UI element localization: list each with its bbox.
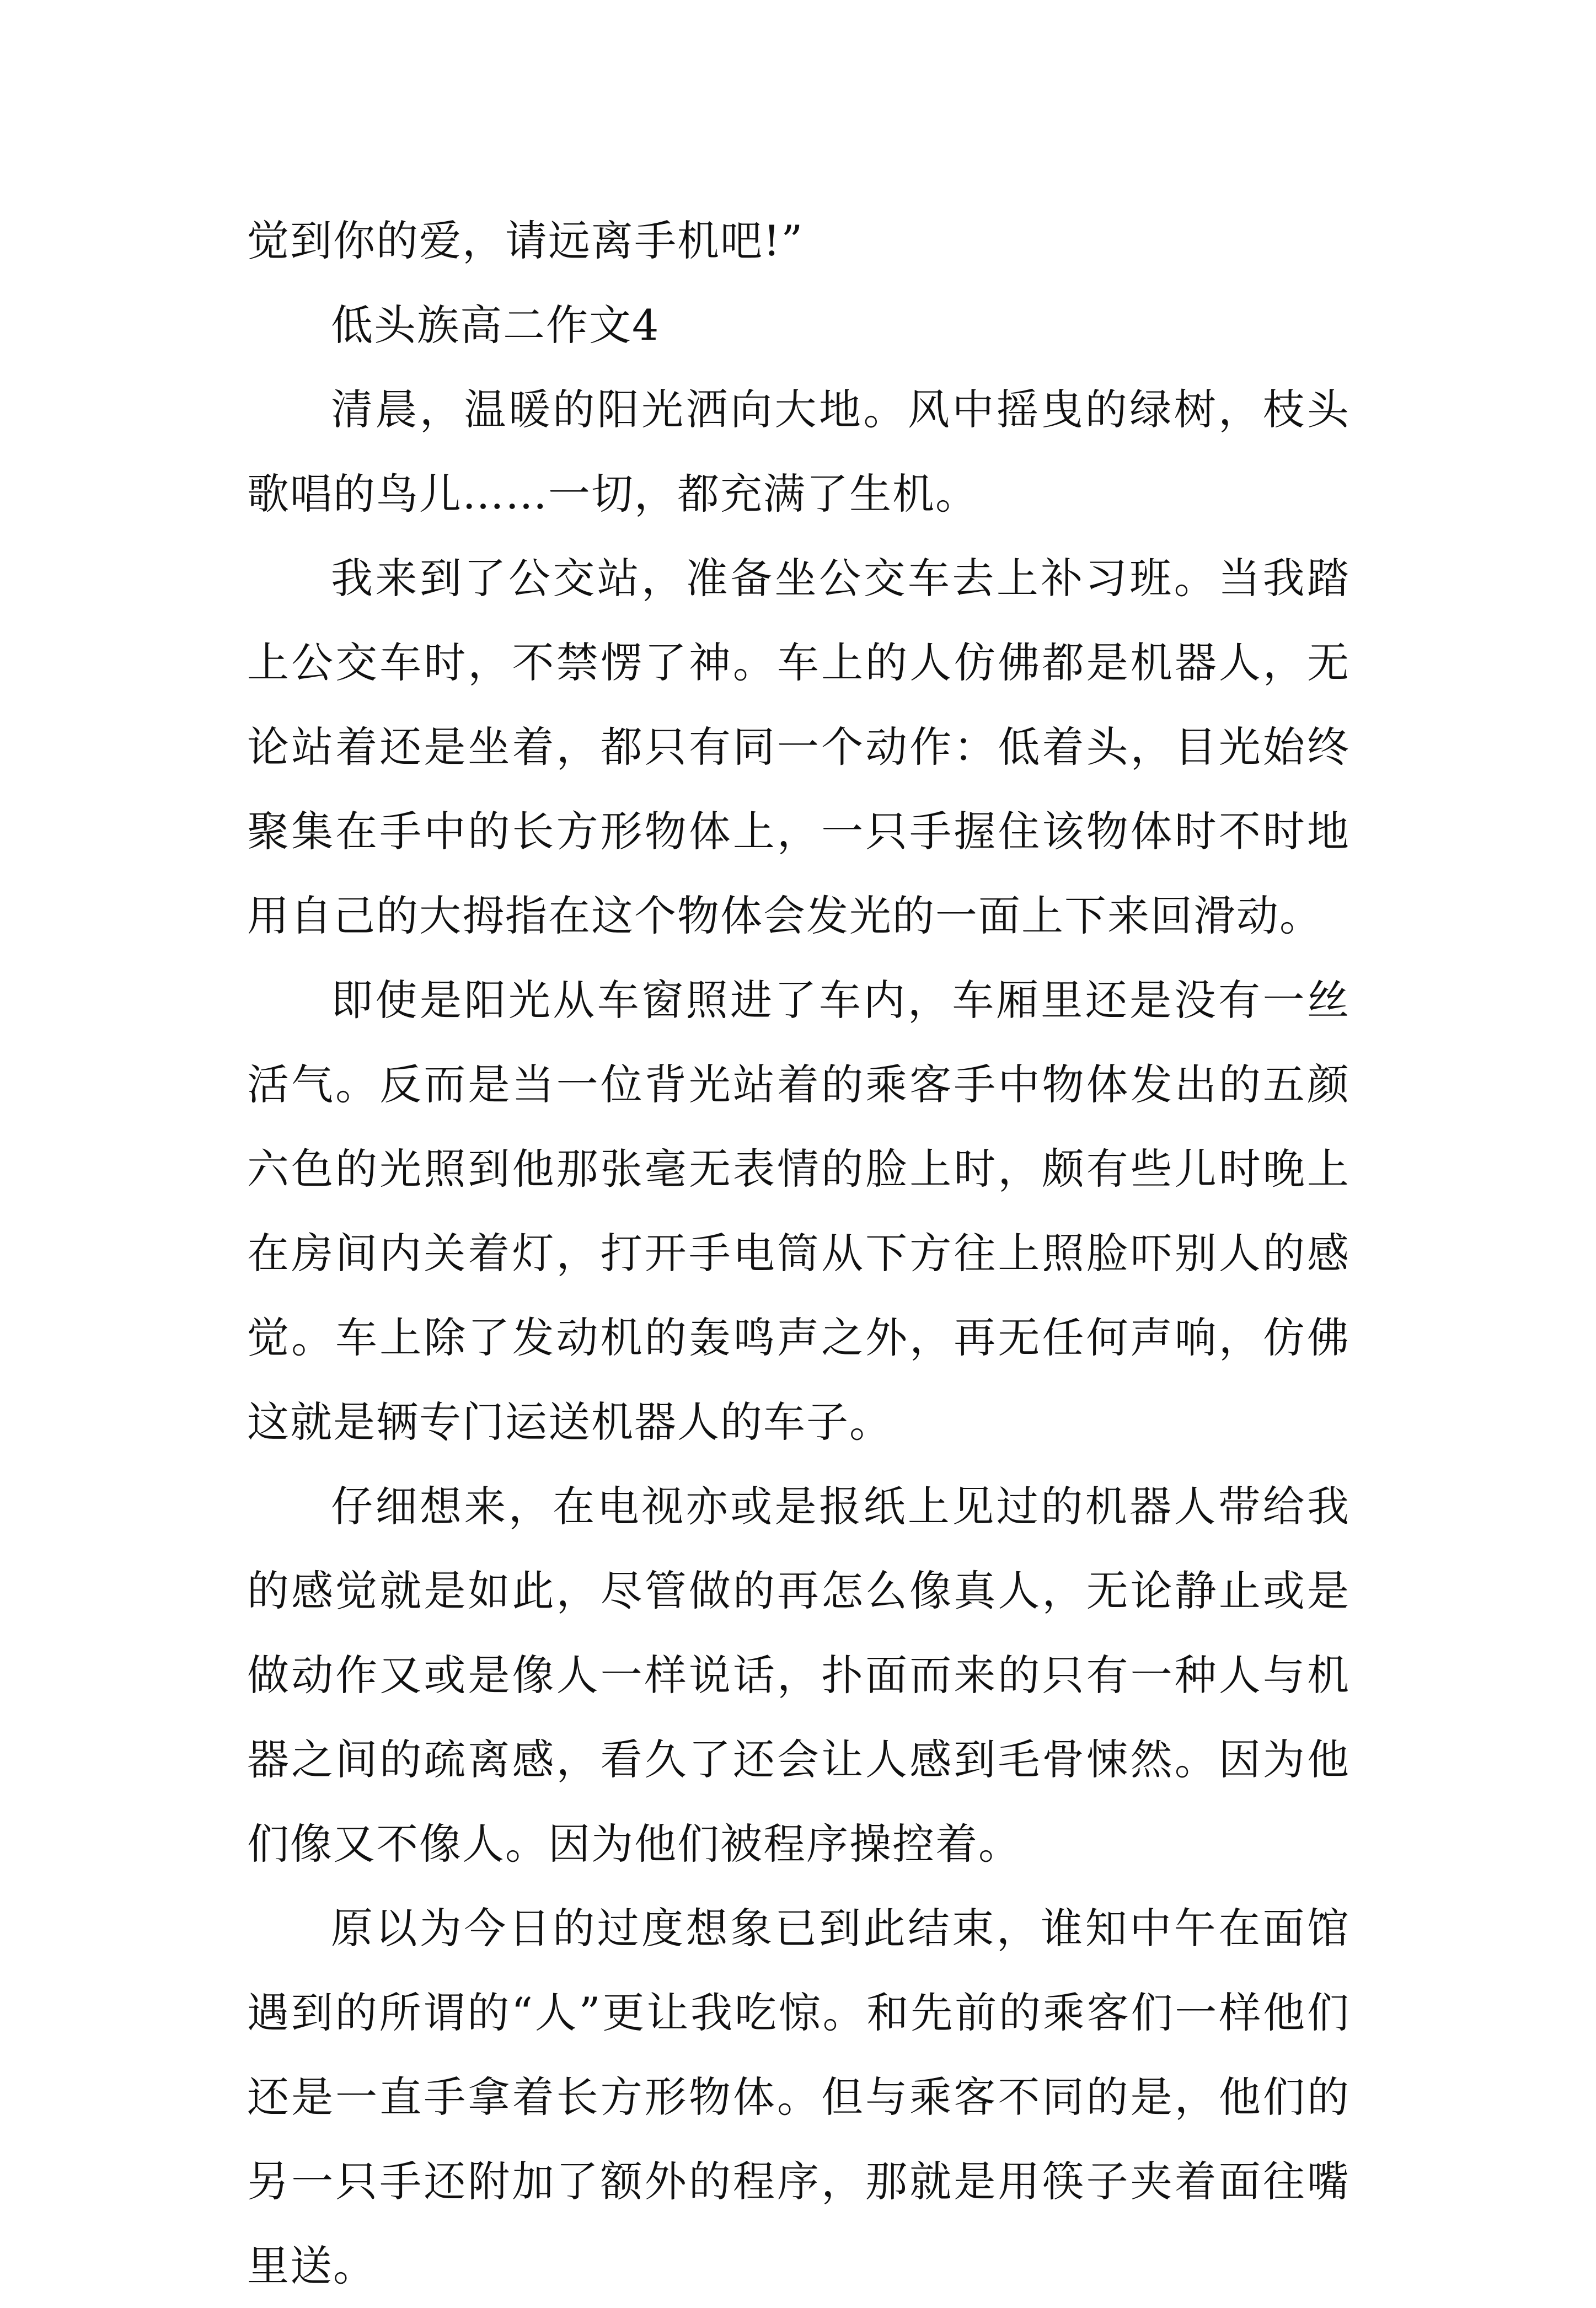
document-body [247,199,1350,2308]
paragraph-continuation: 觉到你的爱，请远离手机吧!” [247,216,804,265]
paragraph: 清晨，温暖的阳光洒向大地。风中摇曳的绿树，枝头歌唱的鸟儿……一切，都充满了生机。 [247,385,1350,518]
paragraph: 仔细想来，在电视亦或是报纸上见过的机器人带给我的感觉就是如此，尽管做的再怎么像真人，无论静止或是做动作又或是像人一样说话，扑面而来的只有一种人与机器之间的疏离感，看久了还会让人感到毛骨悚然。因为他们像又不像人。因为他们被程序操控着。 [247,1482,1350,1868]
paragraph: 原以为今日的过度想象已到此结束，谁知中午在面馆遇到的所谓的“人”更让我吃惊。和先前的乘客们一样他们还是一直手拿着长方形物体。但与乘客不同的是，他们的另一只手还附加了额外的程序，那就是用筷子夹着面往嘴里送。 [247,1904,1350,2290]
paragraph: 我来到了公交站，准备坐公交车去上补习班。当我踏上公交车时，不禁愣了神。车上的人仿佛都是机器人，无论站着还是坐着，都只有同一个动作：低着头，目光始终聚集在手中的长方形物体上，一只手握住该物体时不时地用自己的大拇指在这个物体会发光的一面上下来回滑动。 [247,554,1350,940]
paragraph: 即使是阳光从车窗照进了车内，车厢里还是没有一丝活气。反而是当一位背光站着的乘客手中物体发出的五颜六色的光照到他那张毫无表情的脸上时，颇有些儿时晚上在房间内关着灯，打开手电筒从下方往上照脸吓别人的感觉。车上除了发动机的轰鸣声之外，再无任何声响，仿佛这就是辆专门运送机器人的车子。 [247,976,1350,1447]
section-heading: 低头族高二作文4 [331,301,660,350]
